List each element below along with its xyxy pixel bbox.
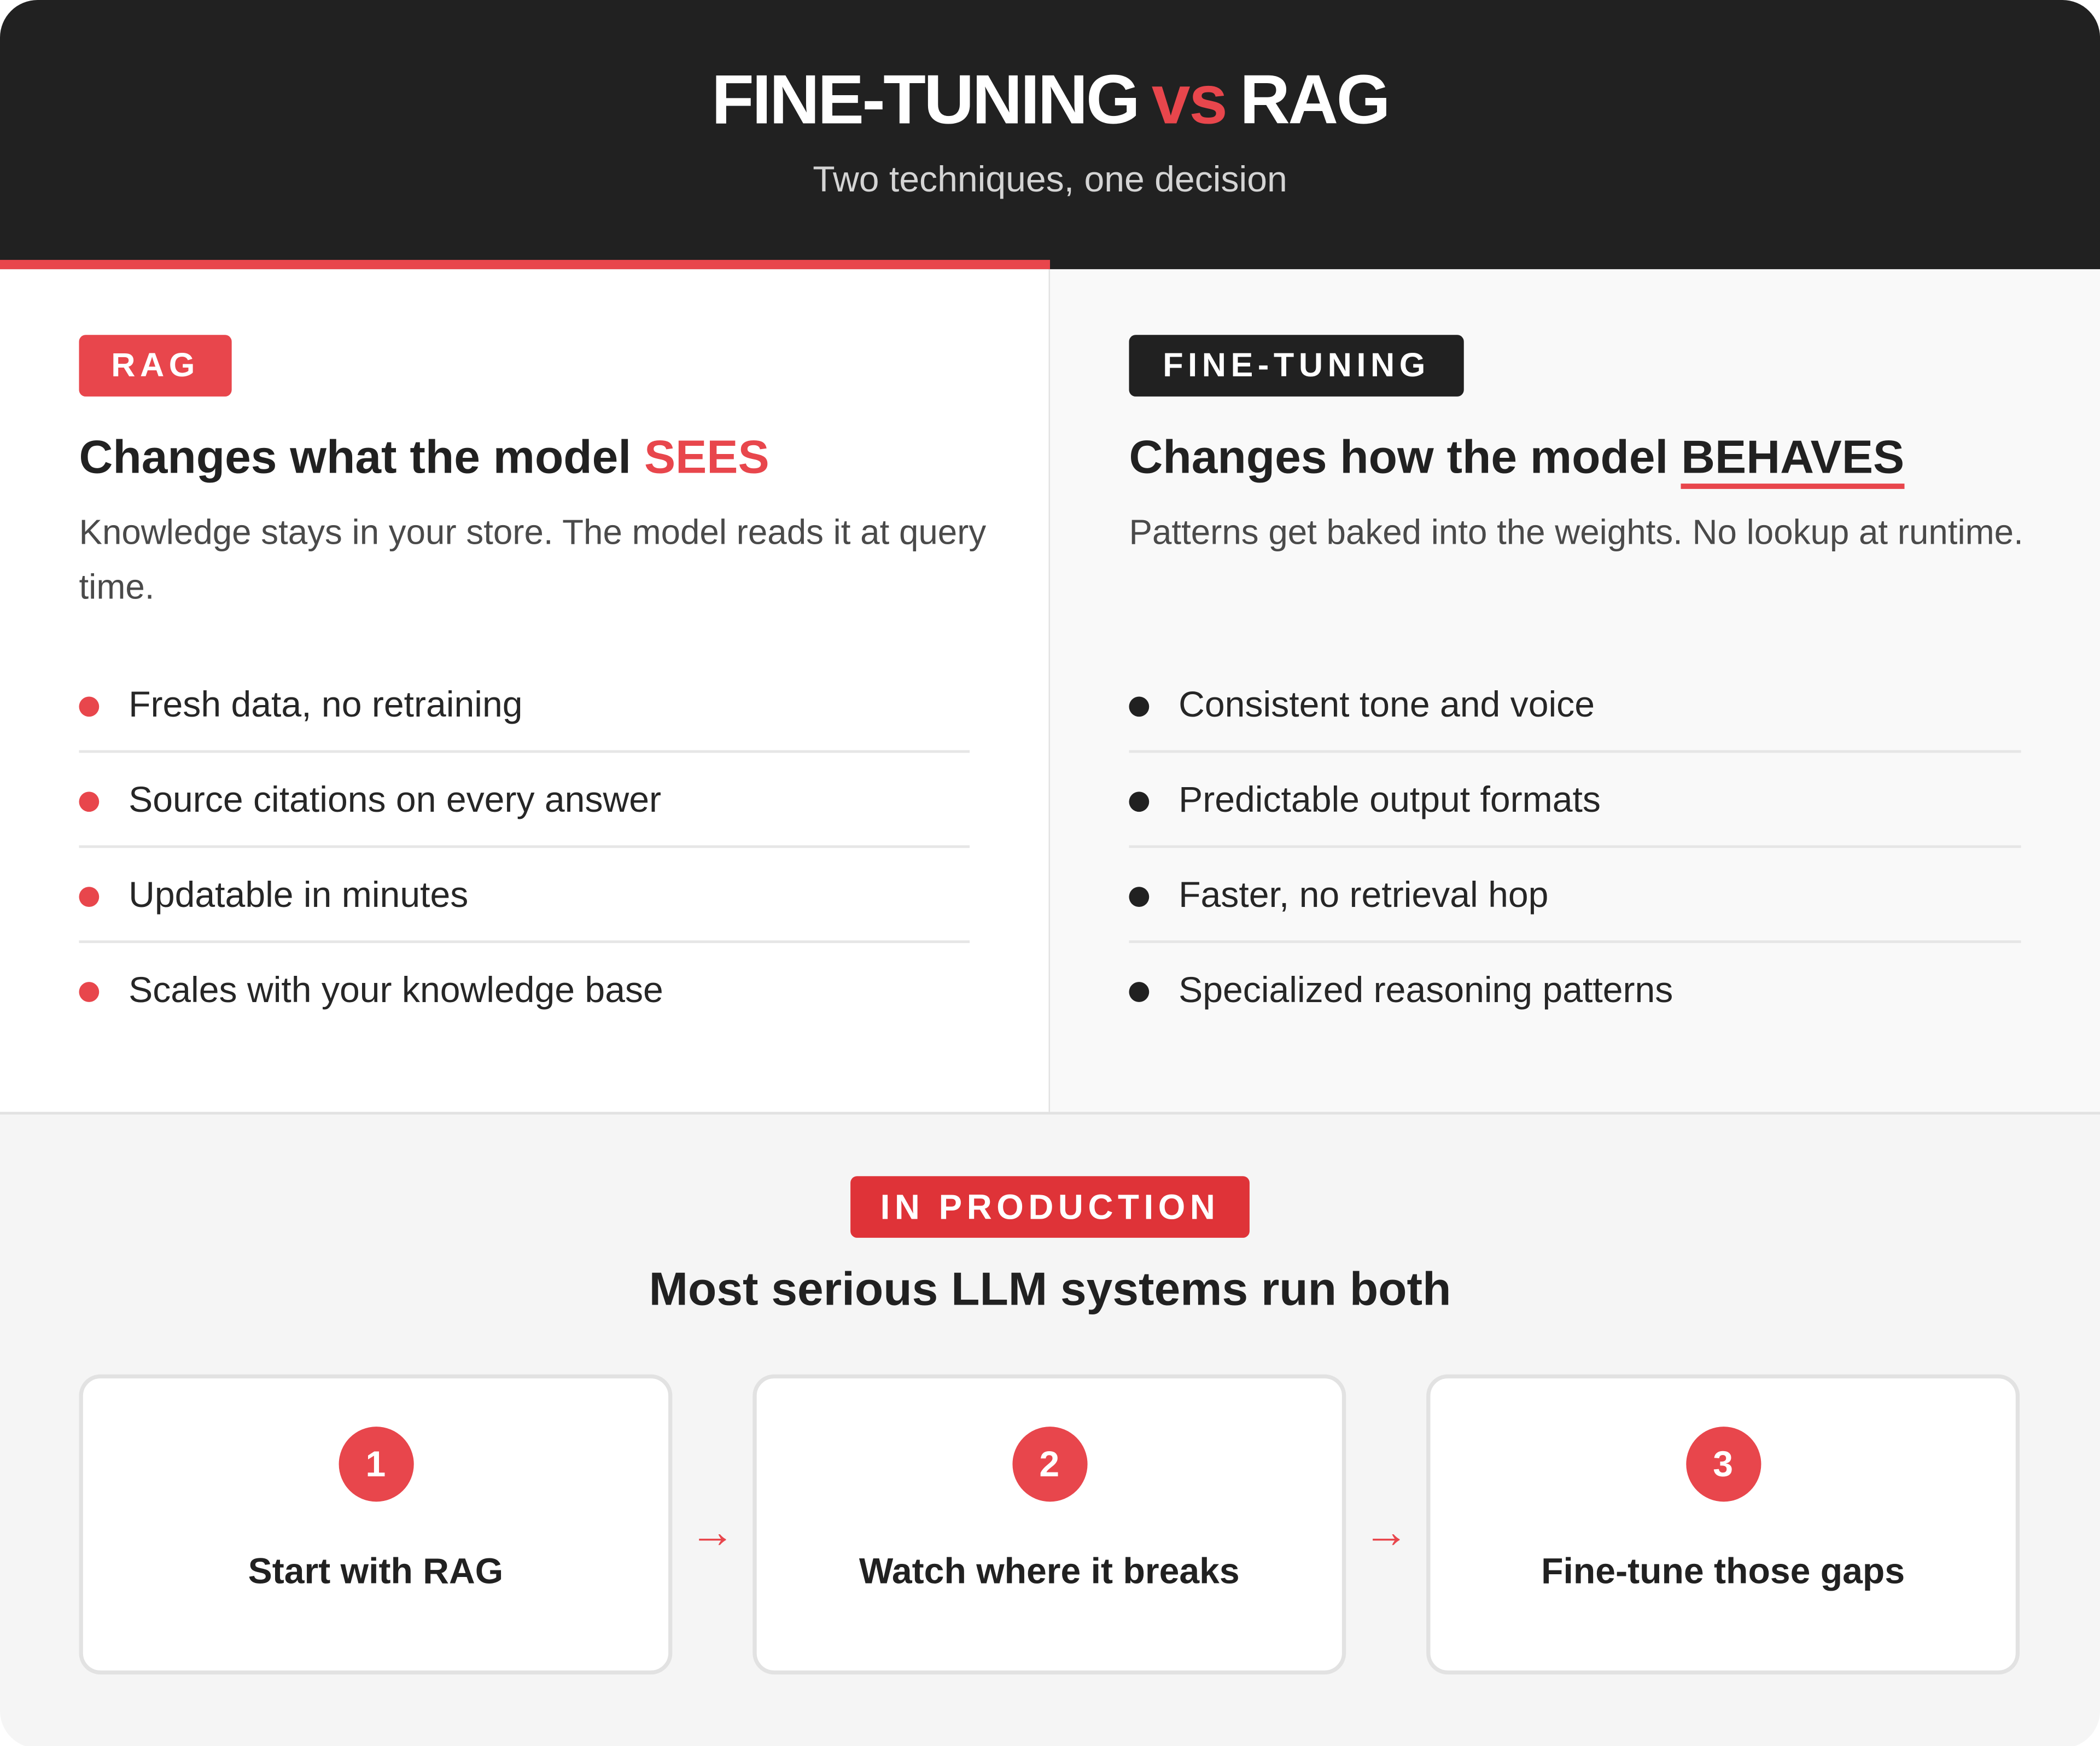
list-item-text: Specialized reasoning patterns <box>1179 970 1673 1010</box>
list-item <box>79 657 970 753</box>
list-item-text: Consistent tone and voice <box>1179 684 1595 725</box>
bullet-dot-icon <box>79 887 99 907</box>
list-item <box>1129 943 2021 1038</box>
fine-tuning-benefits-list <box>1129 657 2021 1038</box>
rag-title-prefix: Changes what the model <box>79 431 644 484</box>
list-item <box>79 753 970 848</box>
bullet-dot-icon <box>79 696 99 717</box>
bullet-dot-icon <box>1129 982 1150 1002</box>
list-item-text: Fresh data, no retraining <box>129 684 523 725</box>
fine-tuning-description: Patterns get baked into the weights. No lookup at runtime. <box>1129 511 2023 552</box>
list-item-text: Source citations on every answer <box>129 779 662 820</box>
step-label: Start with RAG <box>248 1551 504 1592</box>
fine-tuning-title-highlight: BEHAVES <box>1681 432 1904 489</box>
production-tag: IN PRODUCTION <box>850 1176 1250 1238</box>
production-section <box>0 1112 2100 1746</box>
rag-tag: RAG <box>79 335 231 397</box>
page-subtitle: Two techniques, one decision <box>813 159 1287 200</box>
title-fine-tuning: FINE-TUNING <box>711 61 1139 139</box>
rag-title-highlight: SEES <box>644 431 769 484</box>
bullet-dot-icon <box>79 982 99 1002</box>
production-title: Most serious LLM systems run both <box>649 1263 1451 1316</box>
fine-tuning-title-prefix: Changes how the model <box>1129 431 1682 484</box>
page-title <box>0 59 2100 142</box>
list-item-text: Faster, no retrieval hop <box>1179 875 1549 915</box>
list-item <box>79 848 970 943</box>
fine-tuning-tag: FINE-TUNING <box>1129 335 1464 397</box>
step-number-badge: 2 <box>1012 1427 1087 1501</box>
right-arrow-icon: → <box>1363 1507 1409 1558</box>
fine-tuning-title <box>1129 430 1905 486</box>
rag-title <box>79 430 769 486</box>
step-card-1 <box>79 1375 672 1675</box>
step-number-badge: 1 <box>338 1427 413 1501</box>
list-item-text: Predictable output formats <box>1179 779 1601 820</box>
fine-tuning-panel <box>1050 269 2100 1111</box>
list-item <box>1129 657 2021 753</box>
step-label: Fine-tune those gaps <box>1541 1551 1905 1592</box>
step-label: Watch where it breaks <box>859 1551 1240 1592</box>
title-vs: vs <box>1151 61 1227 139</box>
accent-divider <box>0 260 1050 269</box>
list-item <box>1129 848 2021 943</box>
list-item <box>1129 753 2021 848</box>
bullet-dot-icon <box>1129 887 1150 907</box>
rag-benefits-list <box>79 657 970 1038</box>
step-number-badge: 3 <box>1685 1427 1760 1501</box>
right-arrow-icon: → <box>690 1507 736 1558</box>
bullet-dot-icon <box>1129 696 1150 717</box>
step-card-3 <box>1426 1375 2020 1675</box>
bullet-dot-icon <box>79 791 99 812</box>
step-card-2 <box>752 1375 1346 1675</box>
bullet-dot-icon <box>1129 791 1150 812</box>
header <box>0 0 2100 269</box>
title-rag: RAG <box>1240 61 1389 139</box>
list-item-text: Scales with your knowledge base <box>129 970 663 1010</box>
rag-description: Knowledge stays in your store. The model reads it at query time. <box>79 511 987 607</box>
list-item <box>79 943 970 1038</box>
rag-panel <box>0 269 1049 1111</box>
list-item-text: Updatable in minutes <box>129 875 469 915</box>
